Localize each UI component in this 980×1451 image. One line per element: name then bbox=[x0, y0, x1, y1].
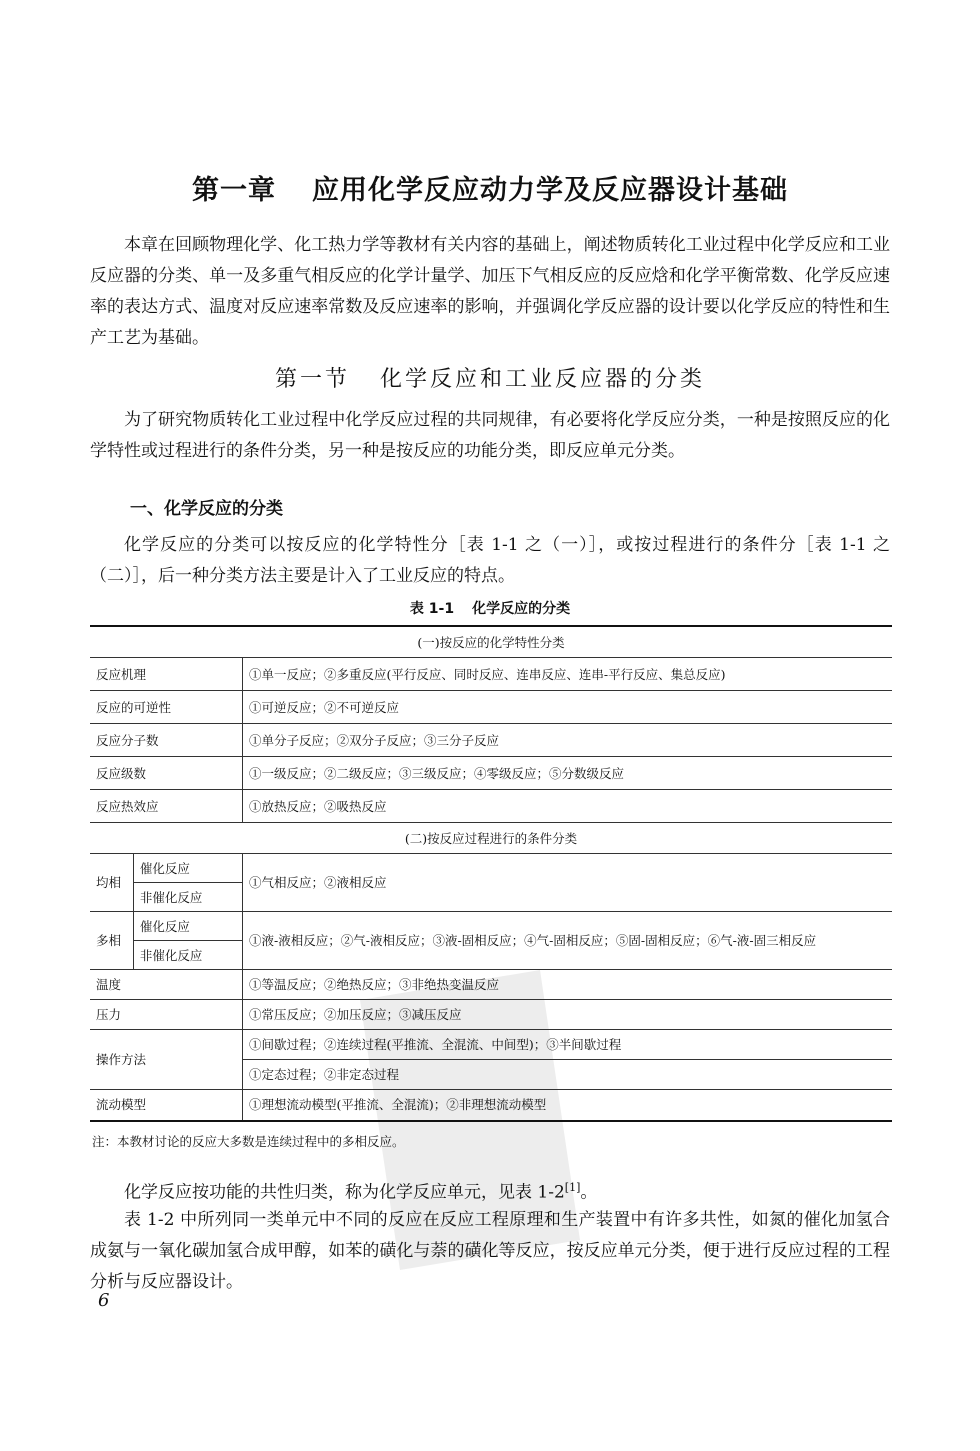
table-note: 注：本教材讨论的反应大多数是连续过程中的多相反应。 bbox=[92, 1134, 405, 1149]
row-value: ①单分子反应；②双分子反应；③三分子反应 bbox=[243, 724, 893, 757]
table-row bbox=[90, 790, 892, 823]
row-label: 温度 bbox=[90, 970, 243, 1000]
row-sublabel: 催化反应 bbox=[133, 854, 242, 883]
row-label: 反应的可逆性 bbox=[90, 691, 243, 724]
group-header-chemical: (一)按反应的化学特性分类 bbox=[90, 626, 892, 658]
row-value: ①气相反应；②液相反应 bbox=[243, 854, 893, 912]
row-value: ①间歇过程；②连续过程(平推流、全混流、中间型)；③半间歇过程 bbox=[243, 1030, 893, 1060]
paragraph-3-end: 。 bbox=[580, 1182, 598, 1203]
row-label: 多相 bbox=[90, 912, 133, 970]
row-label: 流动模型 bbox=[90, 1090, 243, 1121]
table-row bbox=[90, 1090, 892, 1121]
row-value: ①可逆反应；②不可逆反应 bbox=[243, 691, 893, 724]
row-value: ①常压反应；②加压反应；③减压反应 bbox=[243, 1000, 893, 1030]
table-group-row bbox=[90, 626, 892, 658]
row-label: 压力 bbox=[90, 1000, 243, 1030]
classification-table bbox=[90, 625, 892, 1122]
paragraph-3 bbox=[90, 1172, 890, 1209]
table-caption bbox=[0, 598, 980, 618]
row-value: ①定态过程；②非定态过程 bbox=[243, 1060, 893, 1090]
table-row bbox=[90, 1030, 892, 1060]
row-label: 操作方法 bbox=[90, 1030, 243, 1090]
table-caption-number: 表 1-1 bbox=[409, 601, 455, 617]
row-value: ①理想流动模型(平推流、全混流)；②非理想流动模型 bbox=[243, 1090, 893, 1121]
row-value: ①液-液相反应；②气-液相反应；③液-固相反应；④气-固相反应；⑤固-固相反应；⑥气-液-固三相反应 bbox=[243, 912, 893, 970]
row-label: 反应热效应 bbox=[90, 790, 243, 823]
table-caption-title: 化学反应的分类 bbox=[472, 601, 571, 617]
sub-heading: 一、化学反应的分类 bbox=[130, 499, 283, 519]
paragraph-3-text: 化学反应按功能的共性归类，称为化学反应单元，见表 1-2 bbox=[124, 1182, 565, 1203]
table-row bbox=[90, 854, 892, 883]
table-row bbox=[90, 912, 892, 941]
row-label: 反应机理 bbox=[90, 658, 243, 691]
row-value: ①一级反应；②二级反应；③三级反应；④零级反应；⑤分数级反应 bbox=[243, 757, 893, 790]
row-sublabel: 非催化反应 bbox=[133, 883, 242, 912]
table-row bbox=[90, 658, 892, 691]
section-name: 化学反应和工业反应器的分类 bbox=[380, 367, 706, 392]
table-row bbox=[90, 970, 892, 1000]
paragraph-1: 为了研究物质转化工业过程中化学反应过程的共同规律，有必要将化学反应分类，一种是按照反应的化学特性或过程进行的条件分类，另一种是按反应的功能分类，即反应单元分类。 bbox=[90, 410, 890, 461]
chapter-title bbox=[0, 168, 980, 207]
chapter-name: 应用化学反应动力学及反应器设计基础 bbox=[312, 175, 788, 206]
row-label: 反应级数 bbox=[90, 757, 243, 790]
table-row bbox=[90, 757, 892, 790]
section-title bbox=[0, 362, 980, 393]
table-row bbox=[90, 691, 892, 724]
table-row bbox=[90, 724, 892, 757]
table-row bbox=[90, 1000, 892, 1030]
paragraph-4: 表 1-2 中所列同一类单元中不同的反应在反应工程原理和生产装置中有许多共性，如氮的催化加氢合成氨与一氧化碳加氢合成甲醇，如苯的磺化与萘的磺化等反应，按反应单元分类，便于进行反应过程的工程分析与反应器设计。 bbox=[90, 1210, 890, 1292]
table-group-row bbox=[90, 823, 892, 854]
row-label: 反应分子数 bbox=[90, 724, 243, 757]
row-label: 均相 bbox=[90, 854, 133, 912]
row-value: ①放热反应；②吸热反应 bbox=[243, 790, 893, 823]
intro-paragraph: 本章在回顾物理化学、化工热力学等教材有关内容的基础上，阐述物质转化工业过程中化学反应和工业反应器的分类、单一及多重气相反应的化学计量学、加压下气相反应的反应焓和化学平衡常数、化学反应速率的表达方式、温度对反应速率常数及反应速率的影响，并强调化学反应器的设计要以化学反应的特性和生产工艺为基础。 bbox=[90, 235, 890, 348]
row-value: ①单一反应；②多重反应(平行反应、同时反应、连串反应、连串-平行反应、集总反应) bbox=[243, 658, 893, 691]
row-sublabel: 催化反应 bbox=[133, 912, 242, 941]
chapter-label: 第一章 bbox=[192, 175, 276, 206]
reference-marker: [1] bbox=[564, 1181, 581, 1194]
group-header-condition: (二)按反应过程进行的条件分类 bbox=[90, 823, 892, 854]
paragraph-2: 化学反应的分类可以按反应的化学特性分［表 1-1 之（一）］，或按过程进行的条件分［表 1-1 之（二）］，后一种分类方法主要是计入了工业反应的特点。 bbox=[90, 535, 890, 586]
section-label: 第一节 bbox=[274, 367, 350, 392]
row-value: ①等温反应；②绝热反应；③非绝热变温反应 bbox=[243, 970, 893, 1000]
page-number: 6 bbox=[98, 1290, 110, 1311]
row-sublabel: 非催化反应 bbox=[133, 941, 242, 970]
